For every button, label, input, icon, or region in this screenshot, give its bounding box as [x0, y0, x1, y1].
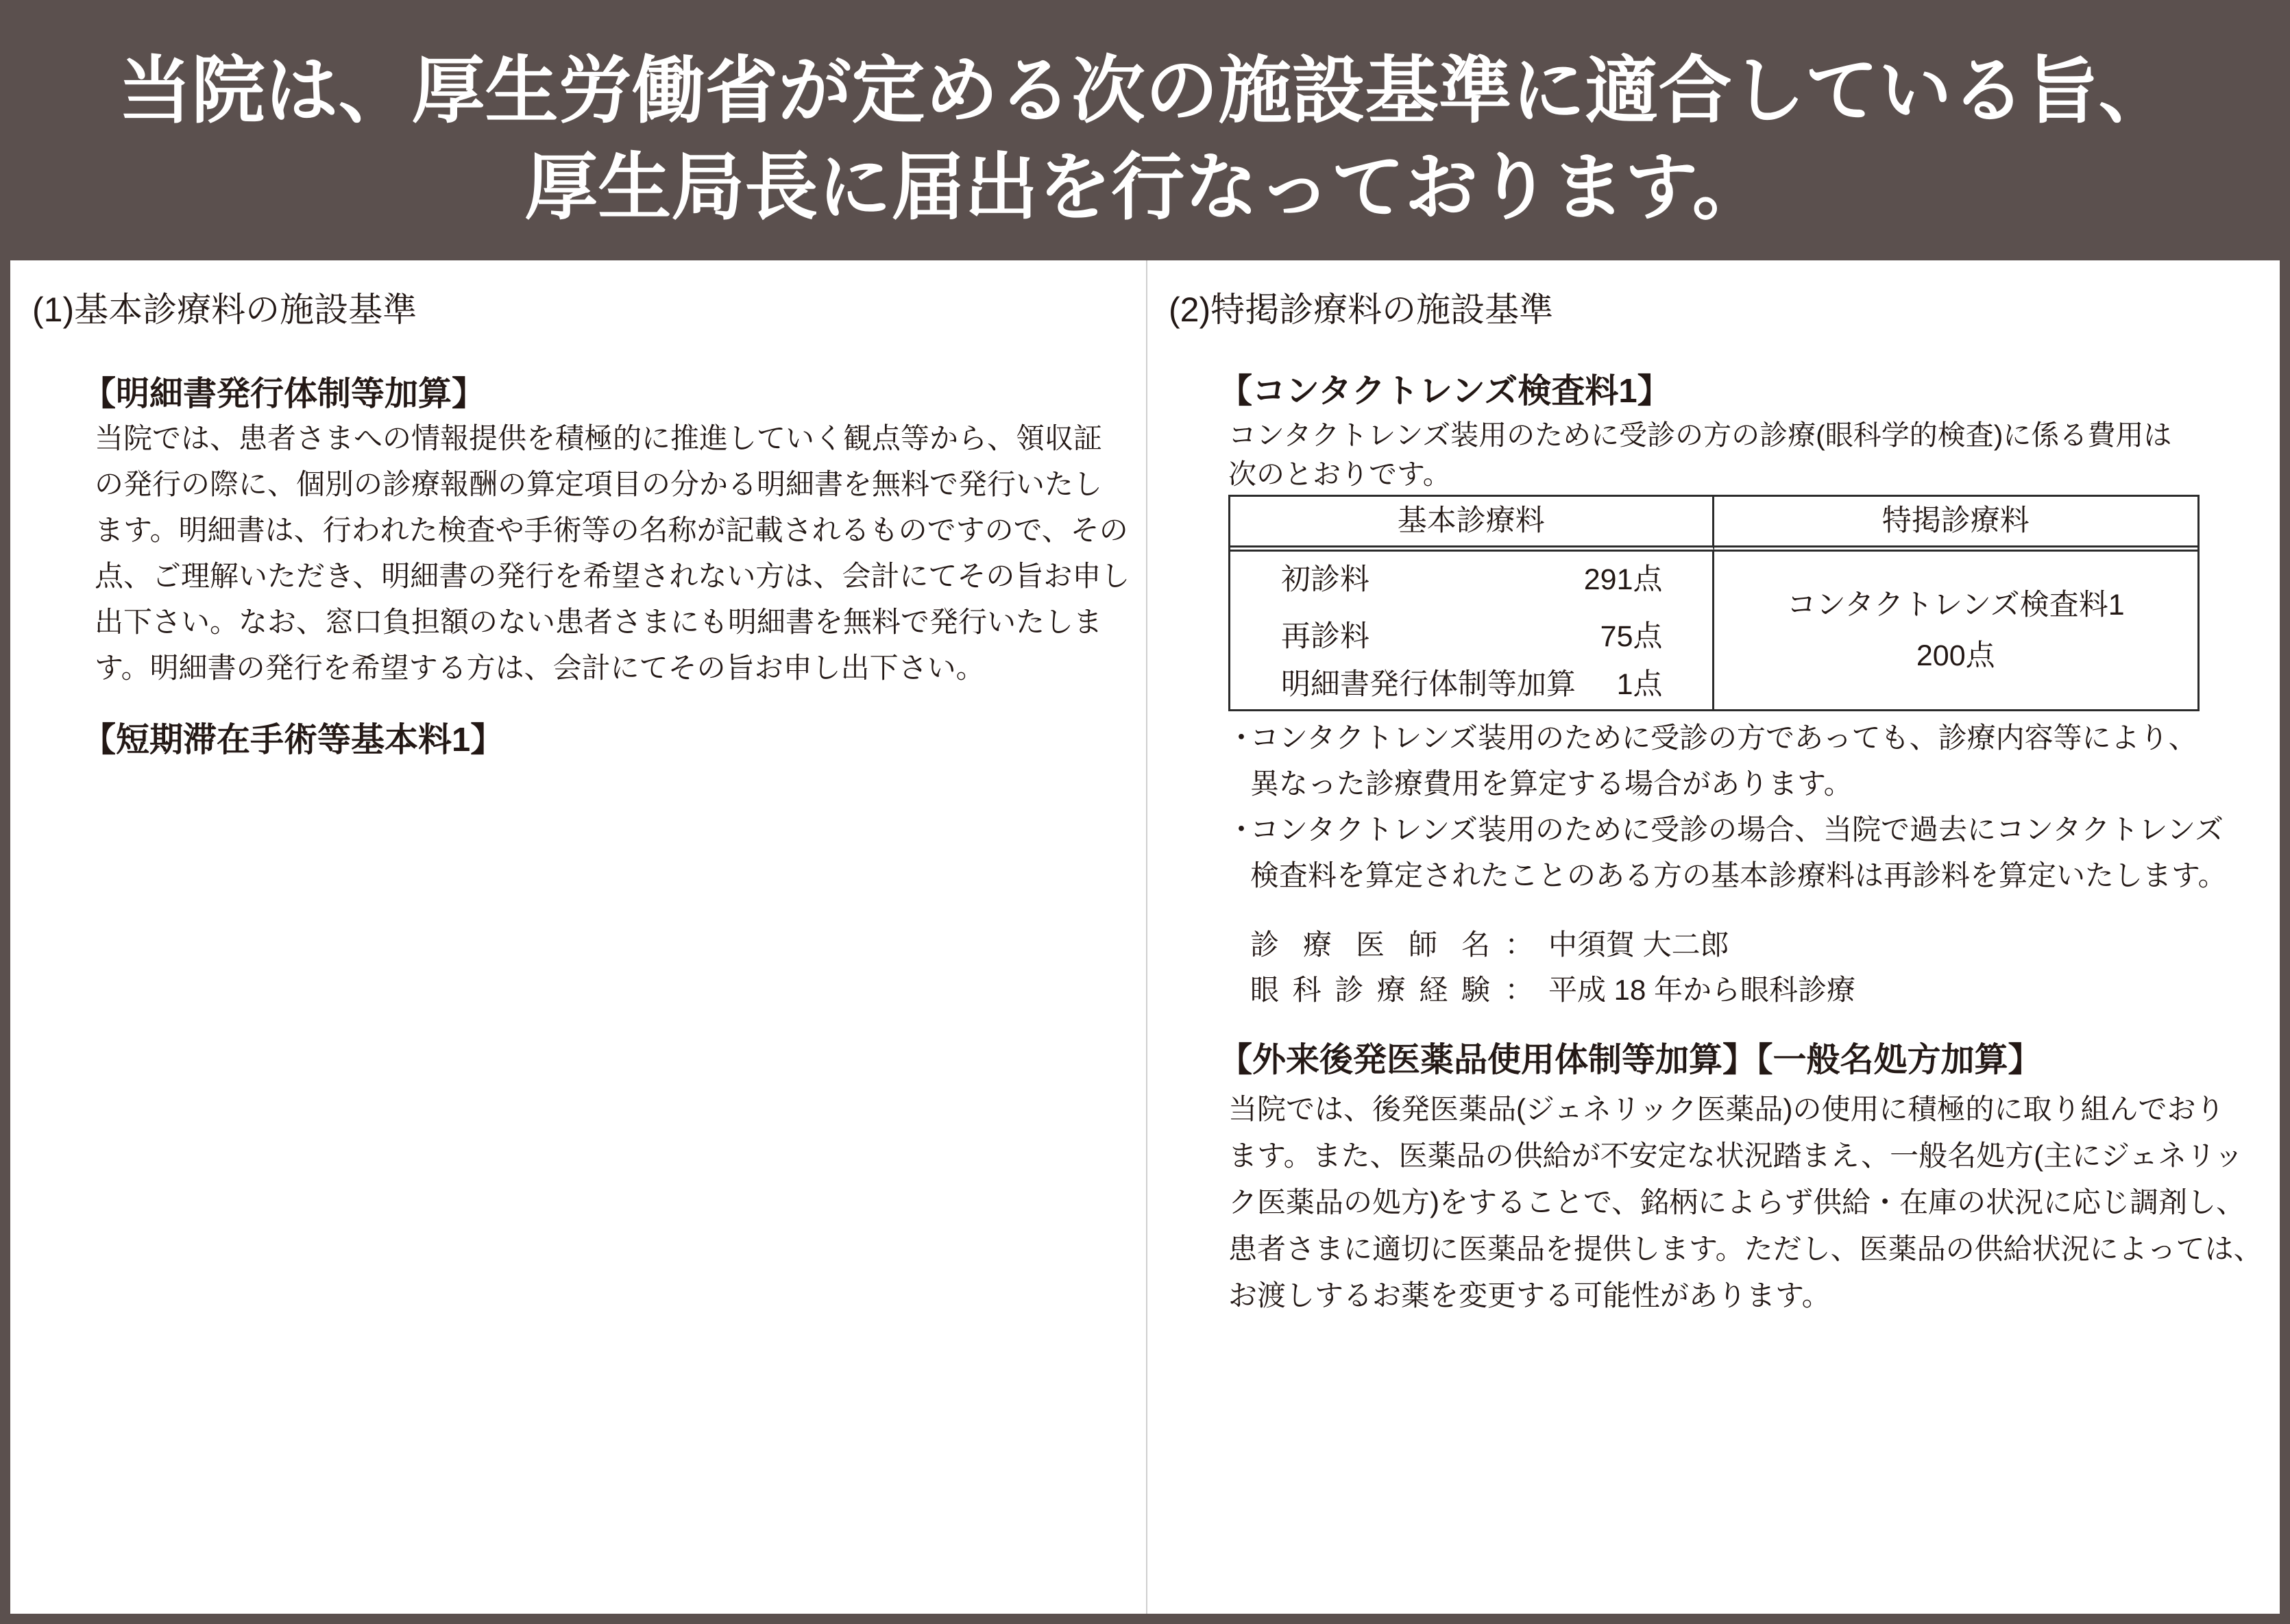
note-line: 検査料を算定されたことのある方の基本診療料は再診料を算定いたします。	[1250, 859, 2227, 891]
info-label: 診 療 医 師 名	[1250, 928, 1490, 961]
fee-row-revisit	[1281, 613, 1663, 661]
special-fee-value: 200点	[1916, 639, 1995, 672]
info-row-experience	[1250, 968, 1855, 1013]
special-fee-cell	[1714, 552, 2198, 709]
basic-fee-cell	[1230, 552, 1714, 709]
note-line: コンタクトレンズ装用のために受診の場合、当院で過去にコンタクトレンズ	[1250, 813, 2224, 846]
statement-fee-paragraph	[95, 415, 1130, 691]
fee-table	[1228, 495, 2200, 711]
contact-lens-intro	[1228, 416, 2171, 494]
contact-lens-heading: 【コンタクトレンズ検査料1】	[1219, 373, 1671, 410]
header-title-line: 厚生局長に届出を行なっております。	[524, 146, 1766, 228]
note-line: コンタクトレンズ装用のために受診の方であっても、診療内容等により、	[1250, 722, 2197, 754]
short-stay-surgery-heading: 【短期滞在手術等基本料1】	[82, 722, 504, 759]
generic-drug-heading: 【外来後発医薬品使用体制等加算】【一般名処方加算】	[1219, 1042, 2042, 1079]
info-value: 平成 18 年から眼科診療	[1548, 974, 1856, 1006]
info-row-doctor-name	[1250, 922, 1855, 968]
paragraph-line: ク医薬品の処方)をすることで、銘柄によらず供給・在庫の状況に応じ調剤し、	[1228, 1186, 2245, 1218]
statement-fee-heading: 【明細書発行体制等加算】	[82, 376, 486, 413]
paragraph-line: 出下さい。なお、窓口負担額のない患者さまにも明細書を無料で発行いたしま	[95, 606, 1103, 638]
paragraph-line: 患者さまに適切に医薬品を提供します。ただし、医薬品の供給状況によっては、	[1228, 1233, 2263, 1265]
left-section-title: (1)基本診療料の施設基準	[32, 291, 417, 329]
info-label: 眼 科 診 療 経 験	[1250, 974, 1490, 1006]
special-fee-label: コンタクトレンズ検査料1	[1786, 589, 2125, 622]
paragraph-line: ます。また、医薬品の供給が不安定な状況踏まえ、一般名処方(主にジェネリッ	[1228, 1140, 2243, 1172]
fee-value: 75点	[1600, 620, 1663, 653]
note-item	[1227, 715, 2227, 807]
contact-lens-notes	[1227, 715, 2227, 898]
fee-value: 1点	[1616, 668, 1663, 701]
notice-header	[0, 0, 2290, 260]
header-title-line: 当院は、厚生労働省が定める次の施設基準に適合している旨、	[118, 49, 2172, 132]
fee-label: 初診料	[1281, 563, 1369, 596]
fee-row-first-visit	[1281, 556, 1663, 604]
paragraph-line: 点、ご理解いただき、明細書の発行を希望されない方は、会計にてその旨お申し	[95, 560, 1130, 592]
right-section-title: (2)特掲診療料の施設基準	[1169, 291, 1554, 329]
fee-label: 明細書発行体制等加算	[1281, 668, 1576, 701]
note-bullet: ・	[1227, 813, 1256, 846]
paragraph-line: お渡しするお薬を変更する可能性があります。	[1228, 1279, 1831, 1312]
table-header-special-fee: 特掲診療料	[1714, 497, 2198, 552]
doctor-info	[1250, 922, 1855, 1013]
table-header-basic-fee: 基本診療料	[1230, 497, 1714, 552]
fee-value: 291点	[1583, 563, 1663, 596]
paragraph-line: 当院では、後発医薬品(ジェネリック医薬品)の使用に積極的に取り組んでおり	[1228, 1093, 2225, 1125]
paragraph-line: 当院では、患者さまへの情報提供を積極的に推進していく観点等から、領収証	[95, 422, 1103, 454]
note-bullet: ・	[1227, 722, 1256, 754]
note-line: 異なった診療費用を算定する場合があります。	[1250, 767, 1853, 800]
intro-line: コンタクトレンズ装用のために受診の方の診療(眼科学的検査)に係る費用は	[1228, 419, 2172, 451]
intro-line: 次のとおりです。	[1228, 458, 1451, 490]
info-separator: ：	[1505, 974, 1534, 1006]
fee-label: 再診料	[1281, 620, 1369, 653]
generic-drug-paragraph	[1228, 1086, 2263, 1319]
paragraph-line: の発行の際に、個別の診療報酬の算定項目の分かる明細書を無料で発行いたし	[95, 468, 1103, 500]
info-value: 中須賀 大二郎	[1548, 928, 1729, 961]
paragraph-line: ます。明細書は、行われた検査や手術等の名称が記載されるものですので、その	[95, 514, 1128, 546]
fee-row-statement-addition	[1281, 661, 1663, 709]
paragraph-line: す。明細書の発行を希望する方は、会計にてその旨お申し出下さい。	[95, 652, 985, 684]
note-item	[1227, 807, 2227, 898]
info-separator: ：	[1505, 928, 1534, 961]
column-divider	[1146, 260, 1147, 1614]
